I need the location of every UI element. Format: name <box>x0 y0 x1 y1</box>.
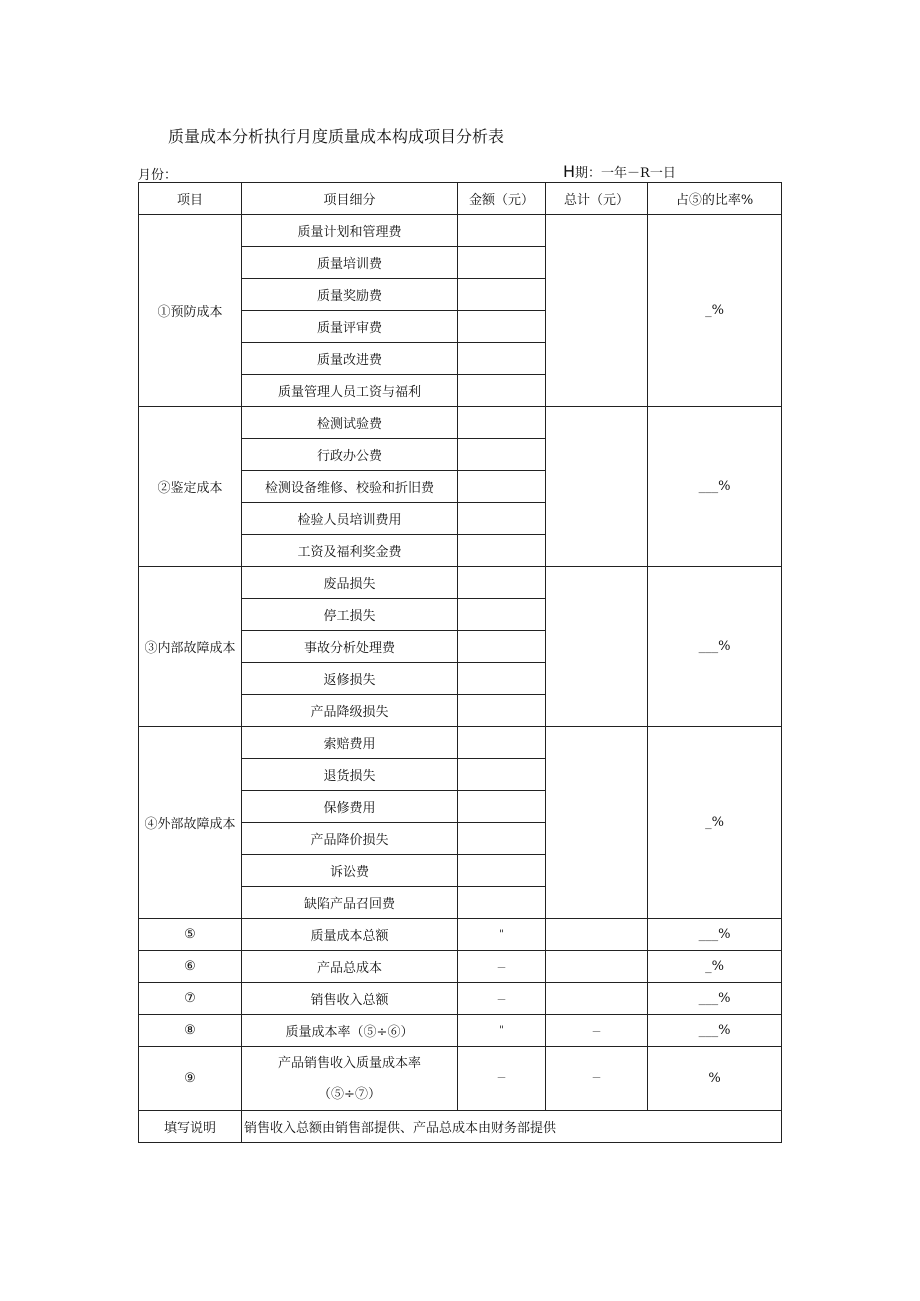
amount-cell <box>458 215 546 247</box>
detail-cell: 产品降级损失 <box>242 695 458 727</box>
ratio-cell: _% <box>648 215 782 407</box>
detail-cell: 行政办公费 <box>242 439 458 471</box>
table-row <box>139 567 782 599</box>
amount-cell <box>458 375 546 407</box>
amount-cell <box>458 311 546 343</box>
cost-table <box>138 182 782 1143</box>
detail-line-1: 产品销售收入质量成本率 <box>277 1055 421 1071</box>
detail-cell: 事故分析处理费 <box>242 631 458 663</box>
page-title: 质量成本分析执行月度质量成本构成项目分析表 <box>168 127 505 146</box>
table-row <box>139 407 782 439</box>
ratio-cell: _% <box>648 951 782 983</box>
detail-cell: 缺陷产品召回费 <box>242 887 458 919</box>
amount-cell <box>458 279 546 311</box>
col-header-item: 项目 <box>139 183 242 215</box>
table-row <box>139 727 782 759</box>
detail-cell <box>242 1047 458 1111</box>
total-cell <box>546 567 648 727</box>
detail-cell: 产品降价损失 <box>242 823 458 855</box>
amount-cell: － <box>458 951 546 983</box>
group-name: ③内部故障成本 <box>139 567 242 727</box>
total-cell <box>546 951 648 983</box>
detail-cell: 检测试验费 <box>242 407 458 439</box>
amount-cell <box>458 855 546 887</box>
amount-cell <box>458 727 546 759</box>
detail-cell: 保修费用 <box>242 791 458 823</box>
total-cell <box>546 919 648 951</box>
item-cell: ⑧ <box>139 1015 242 1047</box>
amount-cell <box>458 759 546 791</box>
summary-row <box>139 951 782 983</box>
date-rest: 期：一年－R一日 <box>575 166 676 181</box>
detail-cell: 工资及福利奖金费 <box>242 535 458 567</box>
amount-cell <box>458 599 546 631</box>
note-label: 填写说明 <box>139 1111 242 1143</box>
amount-cell <box>458 471 546 503</box>
date-label <box>563 162 676 181</box>
table-row <box>139 215 782 247</box>
item-cell: ⑤ <box>139 919 242 951</box>
amount-cell <box>458 887 546 919</box>
detail-cell: 停工损失 <box>242 599 458 631</box>
table-header-row <box>139 183 782 215</box>
group-name: ④外部故障成本 <box>139 727 242 919</box>
detail-cell: 检测设备维修、校验和折旧费 <box>242 471 458 503</box>
amount-cell: " <box>458 919 546 951</box>
amount-cell: " <box>458 1015 546 1047</box>
amount-cell: － <box>458 983 546 1015</box>
total-cell <box>546 983 648 1015</box>
ratio-cell: ___% <box>648 567 782 727</box>
total-cell: － <box>546 1047 648 1111</box>
summary-row <box>139 983 782 1015</box>
ratio-cell: _% <box>648 727 782 919</box>
group-name: ①预防成本 <box>139 215 242 407</box>
detail-cell: 质量成本率（⑤÷⑥） <box>242 1015 458 1047</box>
detail-cell: 索赔费用 <box>242 727 458 759</box>
detail-cell: 产品总成本 <box>242 951 458 983</box>
detail-cell: 质量奖励费 <box>242 279 458 311</box>
detail-cell: 质量改进费 <box>242 343 458 375</box>
amount-cell: － <box>458 1047 546 1111</box>
detail-cell: 销售收入总额 <box>242 983 458 1015</box>
item-cell: ⑨ <box>139 1047 242 1111</box>
ratio-cell: % <box>648 1047 782 1111</box>
detail-cell: 返修损失 <box>242 663 458 695</box>
amount-cell <box>458 535 546 567</box>
col-header-amount: 金额（元） <box>458 183 546 215</box>
detail-cell: 质量成本总额 <box>242 919 458 951</box>
amount-cell <box>458 503 546 535</box>
total-cell <box>546 407 648 567</box>
ratio-cell: ___% <box>648 919 782 951</box>
amount-cell <box>458 823 546 855</box>
amount-cell <box>458 631 546 663</box>
total-cell: － <box>546 1015 648 1047</box>
amount-cell <box>458 567 546 599</box>
amount-cell <box>458 407 546 439</box>
detail-cell: 质量计划和管理费 <box>242 215 458 247</box>
date-big-letter: H <box>563 162 576 181</box>
summary-row <box>139 919 782 951</box>
detail-cell: 质量评审费 <box>242 311 458 343</box>
col-header-detail: 项目细分 <box>242 183 458 215</box>
amount-cell <box>458 663 546 695</box>
item-cell: ⑥ <box>139 951 242 983</box>
detail-cell: 退货损失 <box>242 759 458 791</box>
detail-cell: 诉讼费 <box>242 855 458 887</box>
amount-cell <box>458 439 546 471</box>
note-text: 销售收入总额由销售部提供、产品总成本由财务部提供 <box>242 1111 782 1143</box>
detail-cell: 质量管理人员工资与福利 <box>242 375 458 407</box>
detail-cell: 质量培训费 <box>242 247 458 279</box>
col-header-total: 总计（元） <box>546 183 648 215</box>
note-row <box>139 1111 782 1143</box>
amount-cell <box>458 247 546 279</box>
amount-cell <box>458 695 546 727</box>
total-cell <box>546 727 648 919</box>
detail-line-2: （⑤÷⑦） <box>318 1086 381 1102</box>
amount-cell <box>458 343 546 375</box>
total-cell <box>546 215 648 407</box>
ratio-cell: ___% <box>648 983 782 1015</box>
summary-row <box>139 1047 782 1111</box>
detail-cell: 废品损失 <box>242 567 458 599</box>
month-label: 月份： <box>138 168 178 183</box>
group-name: ②鉴定成本 <box>139 407 242 567</box>
ratio-cell: ___% <box>648 1015 782 1047</box>
item-cell: ⑦ <box>139 983 242 1015</box>
ratio-cell: ___% <box>648 407 782 567</box>
detail-cell: 检验人员培训费用 <box>242 503 458 535</box>
summary-row <box>139 1015 782 1047</box>
amount-cell <box>458 791 546 823</box>
col-header-ratio: 占⑤的比率% <box>648 183 782 215</box>
